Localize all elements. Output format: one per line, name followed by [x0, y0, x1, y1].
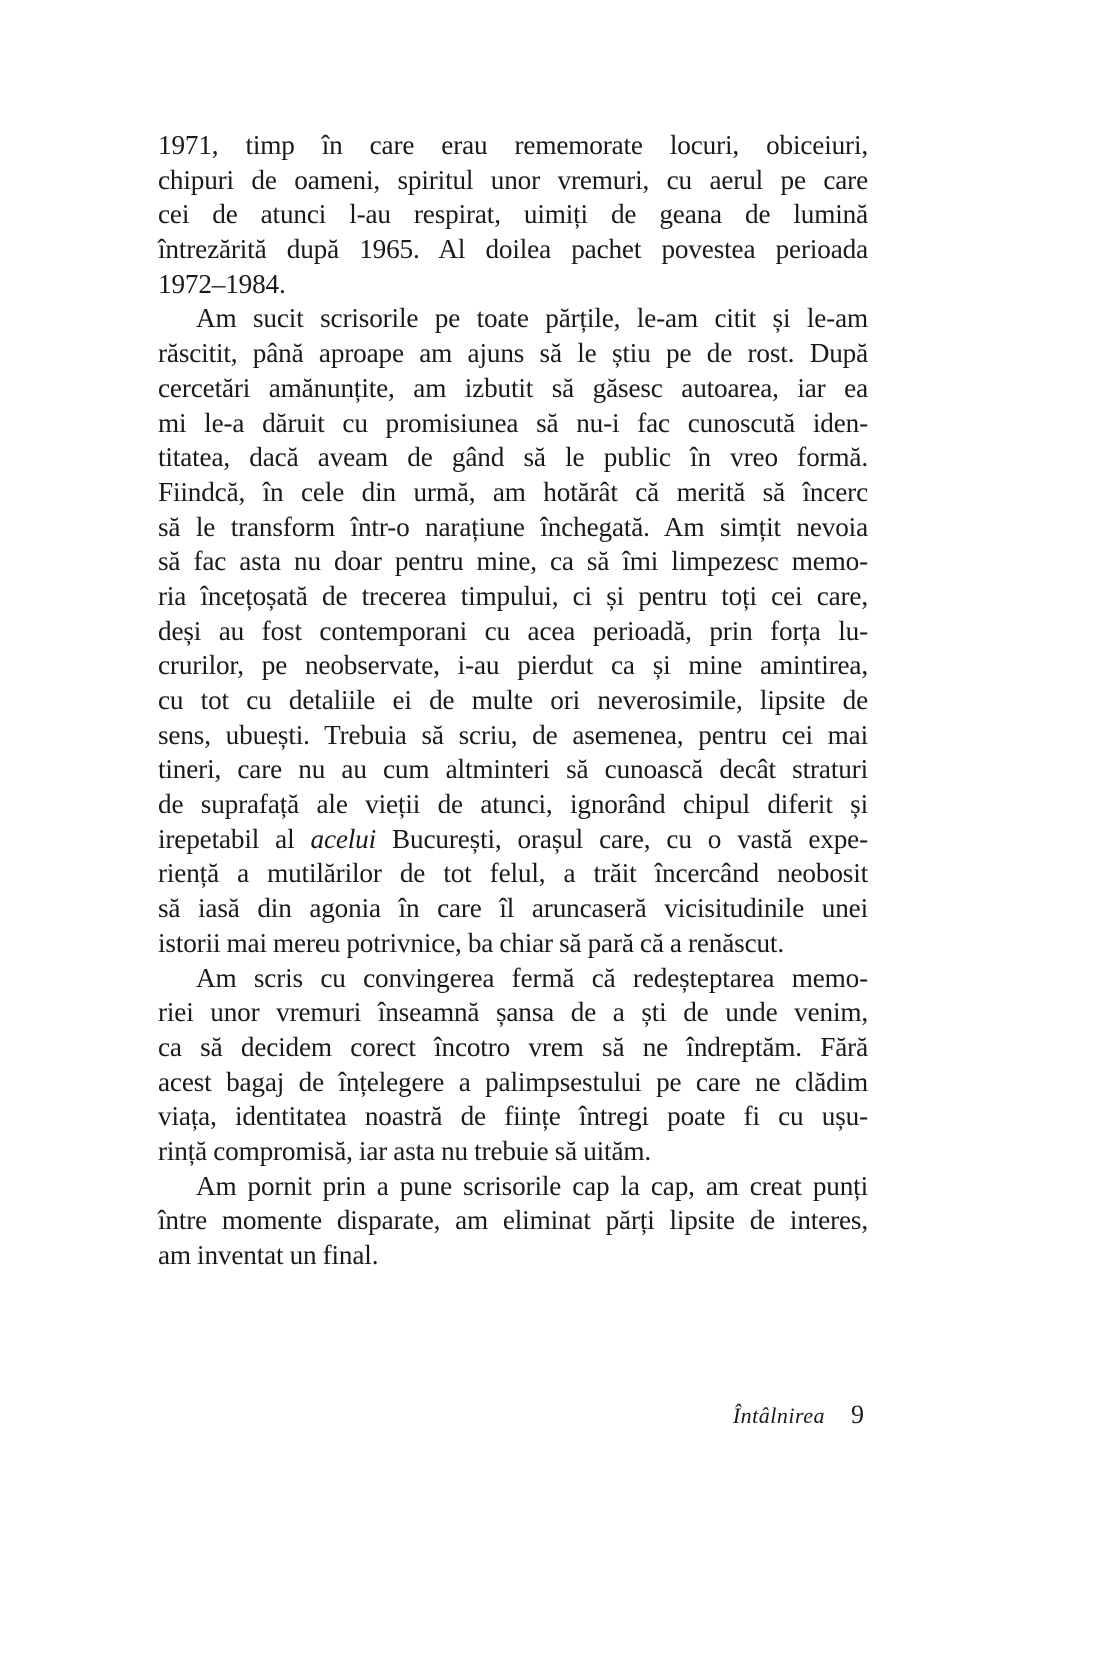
text-line: chipuri de oameni, spiritul unor vremuri, cu aerul pe care: [158, 164, 868, 195]
text-line: am inventat un final.: [158, 1240, 379, 1270]
running-head: Întâlnirea: [732, 1403, 825, 1428]
paragraph: [158, 1169, 868, 1273]
italic-emphasis: acelui: [310, 823, 377, 854]
text-line: mi le-a dăruit cu promisiunea să nu-i fac cunoscută iden-: [158, 407, 868, 438]
text-line: cercetări amănunțite, am izbutit să găsesc autoarea, iar ea: [158, 372, 868, 403]
text-line: [158, 822, 868, 857]
text-line: Am scris cu convingerea fermă că redeșteptarea memo-: [196, 962, 868, 993]
text-line: răscitit, până aproape am ajuns să le știu pe de rost. După: [158, 338, 868, 369]
text-line: Am pornit prin a pune scrisorile cap la cap, am creat punți: [196, 1170, 868, 1201]
text-line: crurilor, pe neobservate, i-au pierdut ca și mine amintirea,: [158, 650, 868, 681]
text-line: să le transform într-o narațiune închegată. Am simțit nevoia: [158, 511, 868, 542]
text-line: cei de atunci l-au respirat, uimiți de geana de lumină: [158, 199, 868, 230]
text-line: între momente disparate, am eliminat părți lipsite de interes,: [158, 1205, 868, 1236]
text-line: riei unor vremuri înseamnă șansa de a ști de unde venim,: [158, 997, 868, 1028]
paragraph: [158, 301, 868, 960]
text-line: 1971, timp în care erau rememorate locuri, obiceiuri,: [158, 130, 868, 160]
text-line: riență a mutilărilor de tot felul, a trăit încercând neobosit: [158, 858, 868, 889]
text-line: tineri, care nu au cum altminteri să cunoască decât straturi: [158, 754, 868, 785]
text-line: sens, ubuești. Trebuia să scriu, de asemenea, pentru cei mai: [158, 719, 868, 750]
text-line: ca să decidem corect încotro vrem să ne îndreptăm. Fără: [158, 1031, 868, 1062]
text-segment: București, orașul care, cu o vastă expe-: [376, 823, 868, 854]
text-line: de suprafață ale vieții de atunci, ignorând chipul diferit și: [158, 789, 868, 820]
text-line: Am sucit scrisorile pe toate părțile, le-am citit și le-am: [196, 303, 868, 334]
text-line: Fiindcă, în cele din urmă, am hotărât că merită să încerc: [158, 476, 868, 507]
text-block: [158, 128, 868, 1273]
page-body: [158, 128, 868, 1273]
text-line: cu tot cu detaliile ei de multe ori neverosimile, lipsite de: [158, 685, 868, 715]
text-line: titatea, dacă aveam de gând să le public în vreo formă.: [158, 442, 868, 473]
text-line: istorii mai mereu potrivnice, ba chiar să pară că a renăscut.: [158, 927, 784, 958]
text-line: să fac asta nu doar pentru mine, ca să îmi limpezesc memo-: [158, 546, 868, 577]
paragraph: [158, 128, 868, 301]
paragraph: [158, 961, 868, 1169]
page-number: 9: [851, 1400, 864, 1429]
text-line: rință compromisă, iar asta nu trebuie să uităm.: [158, 1135, 652, 1166]
text-line: ria încețoșată de trecerea timpului, ci și pentru toți cei care,: [158, 580, 868, 611]
text-line: viața, identitatea noastră de ființe întregi poate fi cu ușu-: [158, 1101, 868, 1132]
text-line: să iasă din agonia în care îl aruncaseră vicisitudinile unei: [158, 893, 868, 924]
page-footer: [158, 1400, 868, 1434]
text-line: 1972–1984.: [158, 268, 286, 299]
text-line: întrezărită după 1965. Al doilea pachet povestea perioada: [158, 234, 868, 265]
text-segment: irepetabil al: [158, 823, 311, 854]
text-line: acest bagaj de înțelegere a palimpsestului pe care ne clădim: [158, 1066, 868, 1097]
text-line: deși au fost contemporani cu acea perioadă, prin forța lu-: [158, 615, 868, 646]
